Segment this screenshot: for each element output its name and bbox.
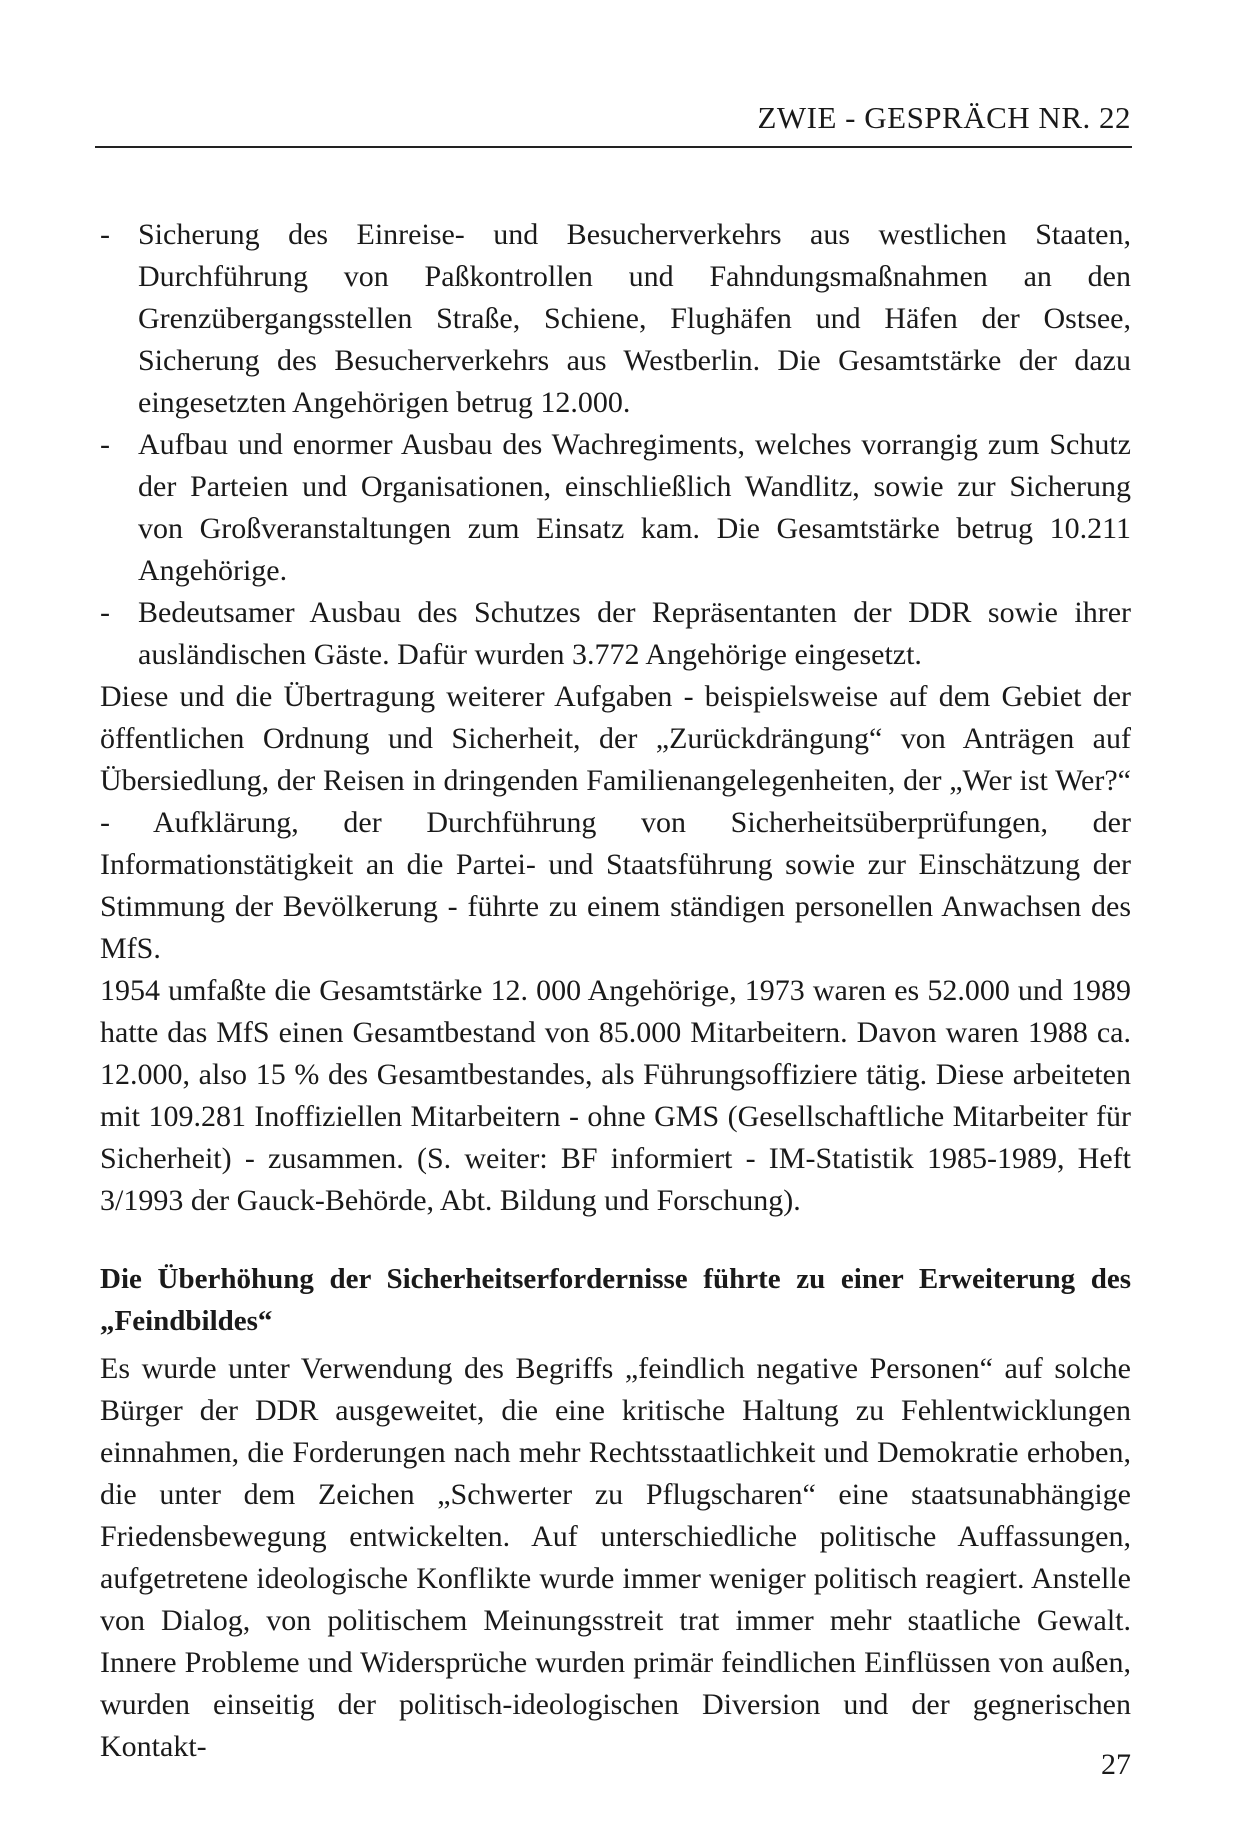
- bullet-text: Aufbau und enormer Ausbau des Wachregiments, welches vorrangig zum Schutz der Parteien und Organisationen, einschließlich Wandlitz, sowie zur Sicherung von Großveranstaltungen zum Einsatz kam. Die Gesamtstärke betrug 10.211 Angehörige.: [138, 428, 1131, 587]
- section-paragraph: Es wurde unter Verwendung des Begriffs „feindlich negative Personen“ auf solche Bürger der DDR ausgeweitet, die eine kritische Haltung zu Fehlentwicklungen einnahmen, die Forderungen nach mehr Rechtsstaatlichkeit und Demokratie erhoben, die unter dem Zeichen „Schwerter zu Pflugscharen“ eine staatsunabhängige Friedensbewegung entwickelten. Auf unterschiedliche politische Auffassungen, aufgetretene ideologische Konflikte wurde immer weniger politisch reagiert. Anstelle von Dialog, von politischem Meinungsstreit trat immer mehr staatliche Gewalt. Innere Probleme und Widersprüche wurden primär feindlichen Einflüssen von außen, wurden einseitig der politisch-ideologischen Diversion und der gegnerischen Kontakt-: [100, 1352, 1131, 1763]
- section-heading: Die Überhöhung der Sicherheitserfordernisse führte zu einer Erweiterung des „Feindbildes“: [100, 1263, 1131, 1337]
- page-number: 27: [1101, 1748, 1131, 1781]
- bullet-dash: -: [100, 596, 110, 629]
- bullet-item-3: [100, 592, 1131, 676]
- header-rule: [95, 146, 1132, 148]
- bullet-dash: -: [100, 218, 110, 251]
- bullet-text: Sicherung des Einreise- und Besucherverkehrs aus westlichen Staaten, Durchführung von Paßkontrollen und Fahndungsmaßnahmen an den Grenzübergangsstellen Straße, Schiene, Flughäfen und Häfen der Ostsee, Sicherung des Besucherverkehrs aus Westberlin. Die Gesamtstärke der dazu eingesetzten Angehörigen betrug 12.000.: [138, 218, 1131, 419]
- bullet-item-2: [100, 424, 1131, 592]
- running-header: ZWIE - GESPRÄCH NR. 22: [757, 100, 1131, 135]
- paragraph-statistics: 1954 umfaßte die Gesamtstärke 12. 000 Angehörige, 1973 waren es 52.000 und 1989 hatte das MfS einen Gesamtbestand von 85.000 Mitarbeitern. Davon waren 1988 ca. 12.000, also 15 % des Gesamtbestandes, als Führungsoffiziere tätig. Diese arbeiteten mit 109.281 Inoffiziellen Mitarbeitern - ohne GMS (Gesellschaftliche Mitarbeiter für Sicherheit) - zusammen. (S. weiter: BF informiert - IM-Statistik 1985-1989, Heft 3/1993 der Gauck-Behörde, Abt. Bildung und Forschung).: [100, 974, 1131, 1217]
- bullet-text: Bedeutsamer Ausbau des Schutzes der Repräsentanten der DDR sowie ihrer ausländischen Gäste. Dafür wurden 3.772 Angehörige eingesetzt.: [138, 596, 1131, 671]
- paragraph-tasks: Diese und die Übertragung weiterer Aufgaben - beispielsweise auf dem Gebiet der öffentlichen Ordnung und Sicherheit, der „Zurückdrängung“ von Anträgen auf Übersiedlung, der Reisen in dringenden Familienangelegenheiten, der „Wer ist Wer?“ - Aufklärung, der Durchführung von Sicherheitsüberprüfungen, der Informationstätigkeit an die Partei- und Staatsführung sowie zur Einschätzung der Stimmung der Bevölkerung - führte zu einem ständigen personellen Anwachsen des MfS.: [100, 680, 1131, 965]
- body-text: [100, 214, 1131, 1768]
- bullet-item-1: [100, 214, 1131, 424]
- bullet-dash: -: [100, 428, 110, 461]
